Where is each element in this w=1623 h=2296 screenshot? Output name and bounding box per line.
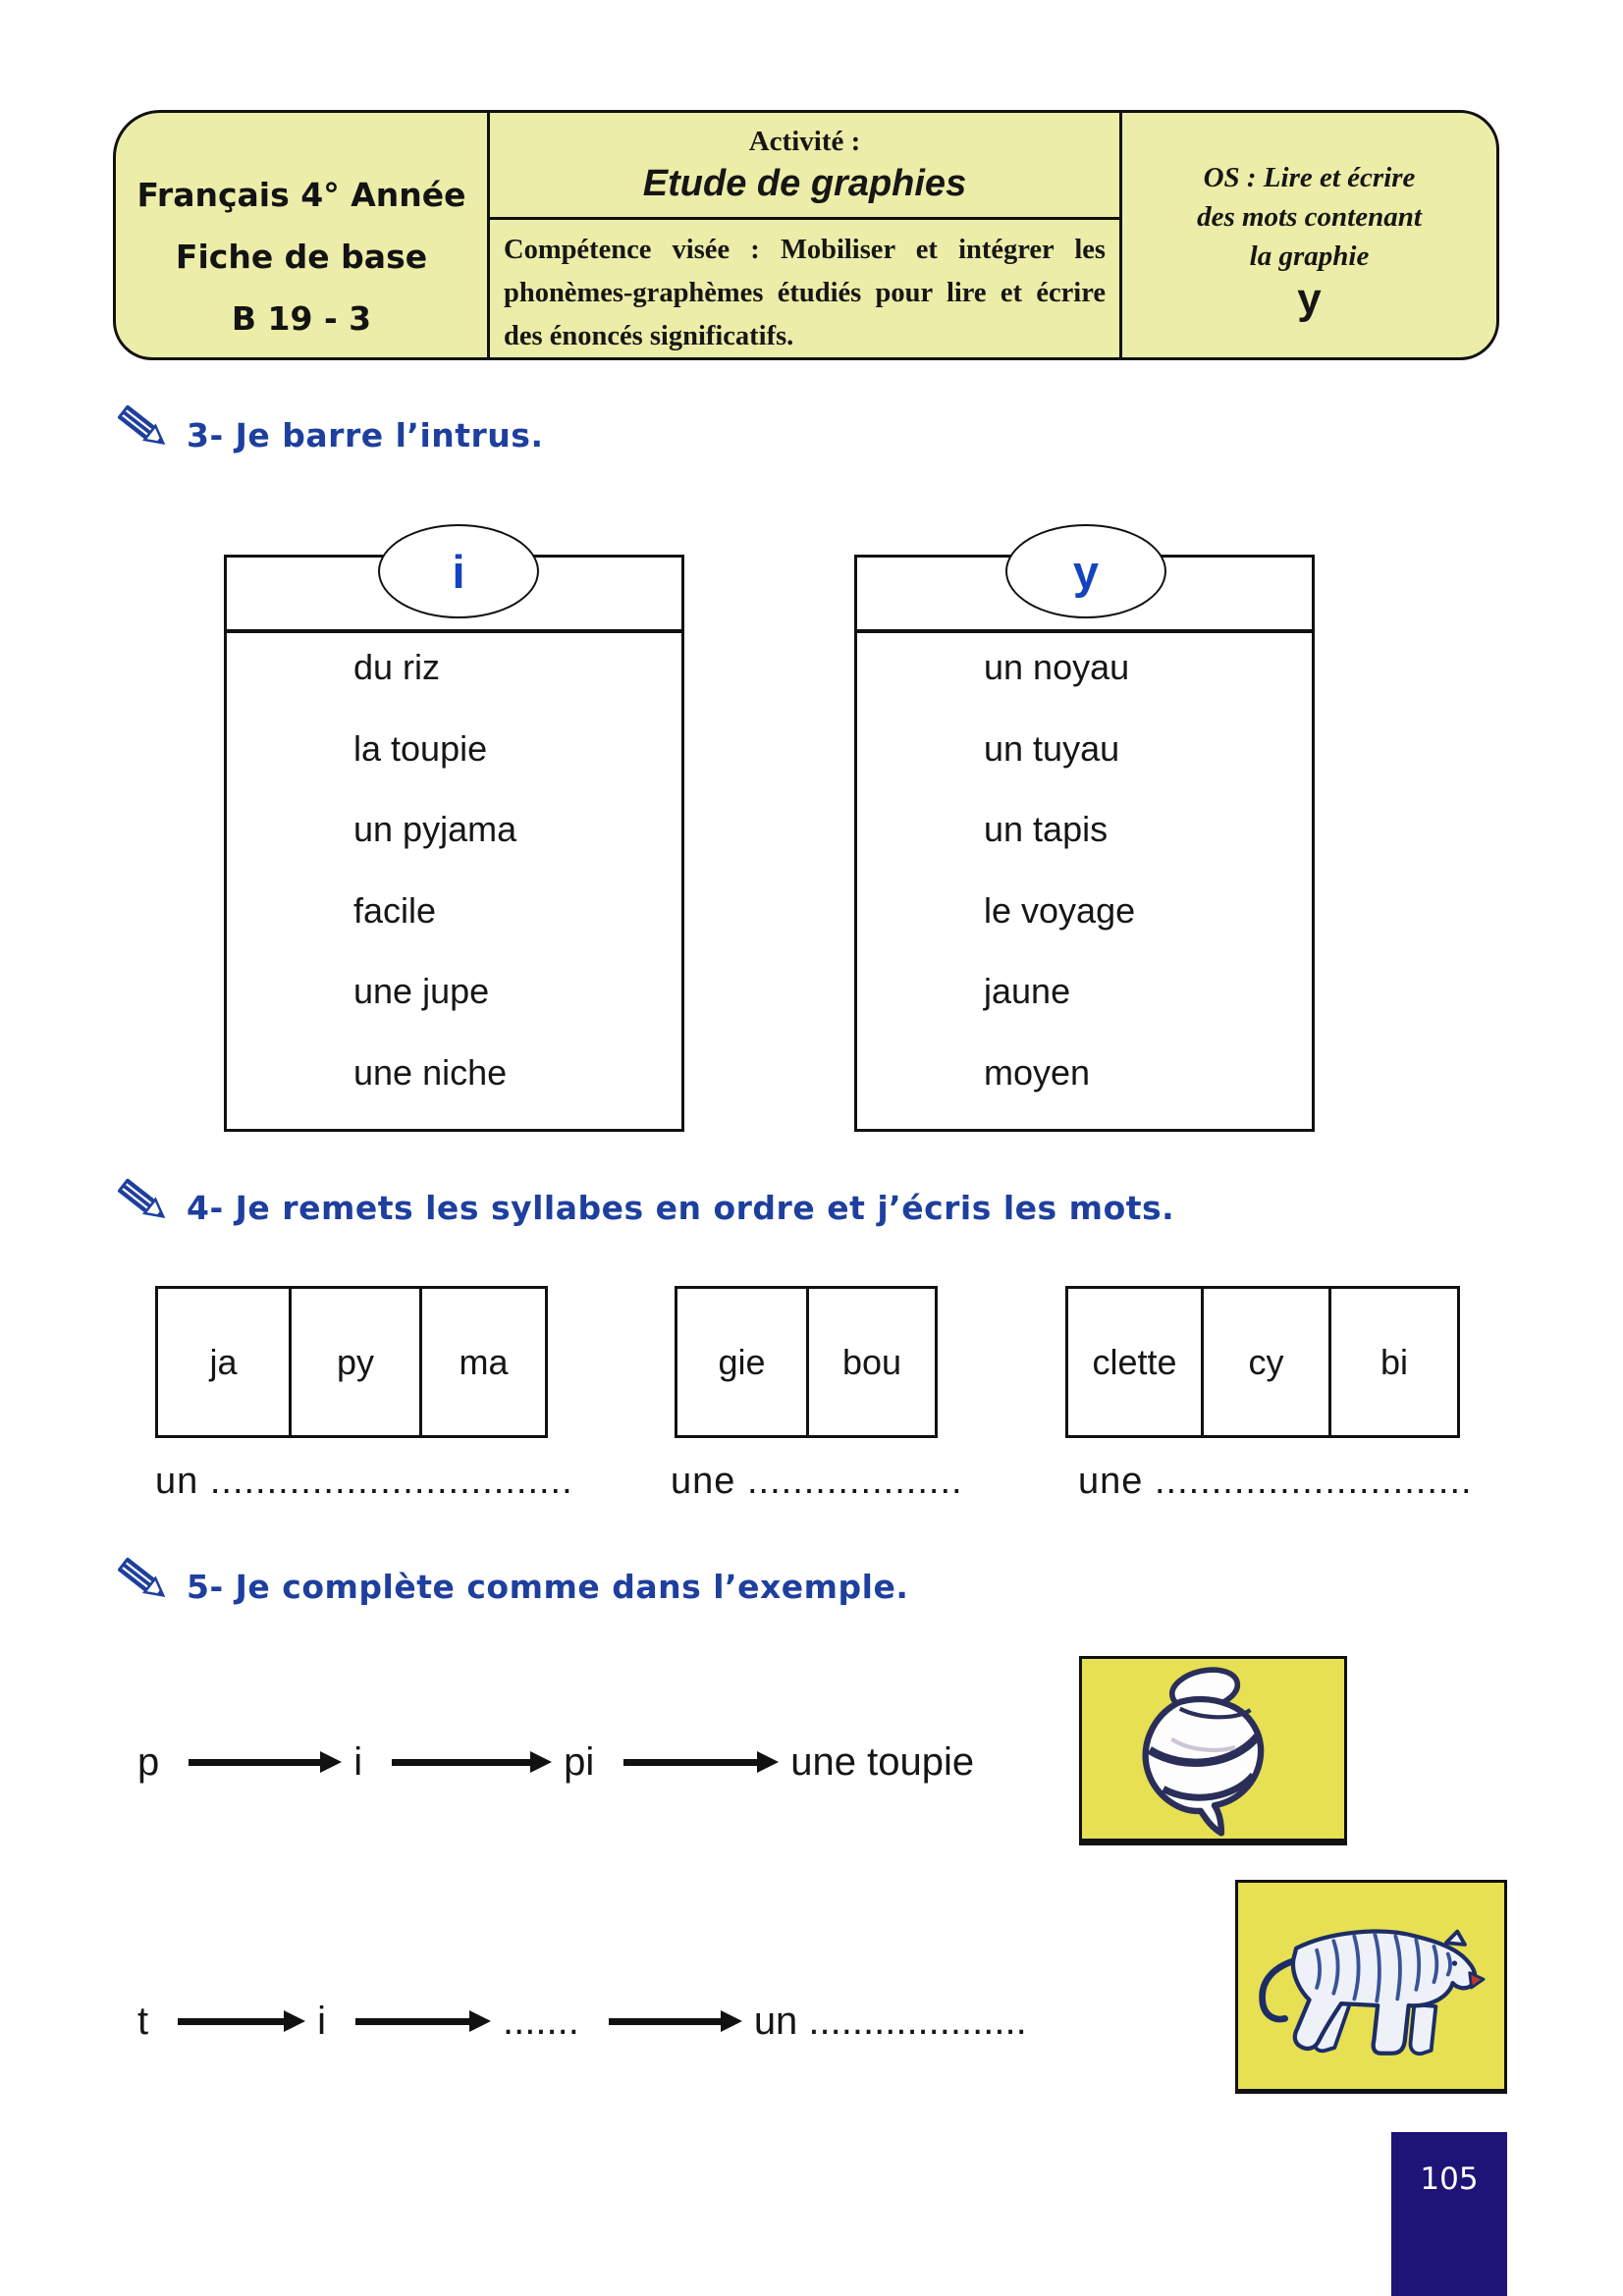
spinning-top-image xyxy=(1079,1656,1347,1845)
sheet-type: Fiche de base xyxy=(175,238,428,276)
syllable-cell: py xyxy=(289,1289,419,1435)
answer-blank-3: une ............................ xyxy=(1078,1461,1473,1502)
syllable-cell: bi xyxy=(1328,1289,1457,1435)
syllable-cell: ja xyxy=(209,1341,238,1382)
pencil-icon xyxy=(116,1557,177,1610)
word-item: une jupe xyxy=(353,971,490,1011)
letter-oval-i xyxy=(378,524,539,618)
word-item: le voyage xyxy=(984,889,1136,931)
objective-line-3: la graphie xyxy=(1249,240,1370,272)
arrow-right-icon xyxy=(623,1759,761,1766)
arrow-right-icon xyxy=(392,1759,534,1766)
header xyxy=(113,110,1499,360)
exercise3-title: 3- Je barre l’intrus. xyxy=(187,416,544,454)
syllable-table-1 xyxy=(155,1286,548,1438)
competence-text: Compétence visée : Mobiliser et intégrer les phonèmes-graphèmes étudiés pour lire et écrire des énoncés significatifs. xyxy=(504,235,1106,351)
syllable-item: pi xyxy=(564,1739,595,1784)
arrow-right-icon xyxy=(355,2018,473,2025)
word-blank: un .................... xyxy=(753,1999,1027,2043)
arrow-right-icon xyxy=(609,2018,725,2025)
word-item: un noyau xyxy=(984,647,1130,687)
word-item: un tapis xyxy=(984,809,1109,849)
example-row xyxy=(137,1732,974,1792)
word-result: une toupie xyxy=(790,1739,975,1784)
header-left-column xyxy=(116,113,487,357)
syllable-cell: clette xyxy=(1092,1341,1177,1382)
word-item: la toupie xyxy=(353,727,488,769)
objective-line-1: OS : Lire et écrire xyxy=(1203,162,1416,193)
tiger-image xyxy=(1235,1880,1507,2094)
pencil-icon xyxy=(116,404,177,457)
syllable-cell: cy xyxy=(1201,1289,1328,1435)
syllable-cell: gie xyxy=(718,1341,766,1382)
practice-row xyxy=(137,1991,1027,2052)
word-item: un tuyau xyxy=(984,727,1120,769)
activity-title: Etude de graphies xyxy=(642,163,967,204)
arrow-right-icon xyxy=(178,2018,288,2025)
word-item: un pyjama xyxy=(353,809,517,849)
box-i-word-list xyxy=(353,627,516,1113)
answer-blank-1: un ................................ xyxy=(155,1461,573,1502)
header-middle-column xyxy=(487,113,1122,357)
word-item: du riz xyxy=(353,647,441,687)
syllable-cell: ma xyxy=(419,1289,545,1435)
box-y-word-list xyxy=(984,627,1135,1113)
oval-letter: i xyxy=(452,545,465,598)
syllable-blank: ....... xyxy=(503,1999,579,2043)
sheet-code: B 19 - 3 xyxy=(231,299,372,338)
arrow-right-icon xyxy=(189,1759,324,1766)
syllable-cell: bou xyxy=(806,1289,935,1435)
answer-blank-2: une ................... xyxy=(671,1461,963,1502)
letter-item: t xyxy=(137,1999,149,2043)
oval-letter: y xyxy=(1072,545,1100,598)
syllable-table-2 xyxy=(675,1286,938,1438)
tiger-illustration xyxy=(1238,1883,1504,2089)
grapheme-letter: y xyxy=(1297,275,1322,323)
page-number-tab xyxy=(1391,2132,1507,2296)
subject-title: Français 4° Année xyxy=(136,176,466,214)
exercise4-title: 4- Je remets les syllabes en ordre et j’écris les mots. xyxy=(187,1189,1175,1227)
letter-item: p xyxy=(137,1739,160,1784)
intrus-box-y xyxy=(854,555,1315,1132)
word-item: moyen xyxy=(984,1051,1091,1093)
letter-item: i xyxy=(317,1999,327,2043)
word-item: facile xyxy=(353,889,437,931)
objective-line-2: des mots contenant xyxy=(1197,201,1422,233)
letter-item: i xyxy=(353,1739,363,1784)
word-item: une niche xyxy=(353,1051,508,1093)
page-number: 105 xyxy=(1420,2162,1479,2197)
letter-oval-y xyxy=(1005,524,1166,618)
word-item: jaune xyxy=(984,971,1071,1011)
spinning-top-illustration xyxy=(1082,1659,1344,1839)
header-right-column xyxy=(1122,113,1496,357)
syllable-table-3 xyxy=(1065,1286,1460,1438)
exercise5-title: 5- Je complète comme dans l’exemple. xyxy=(187,1568,909,1606)
intrus-box-i xyxy=(224,555,684,1132)
activity-label: Activité : xyxy=(748,126,861,157)
pencil-icon xyxy=(116,1178,177,1231)
